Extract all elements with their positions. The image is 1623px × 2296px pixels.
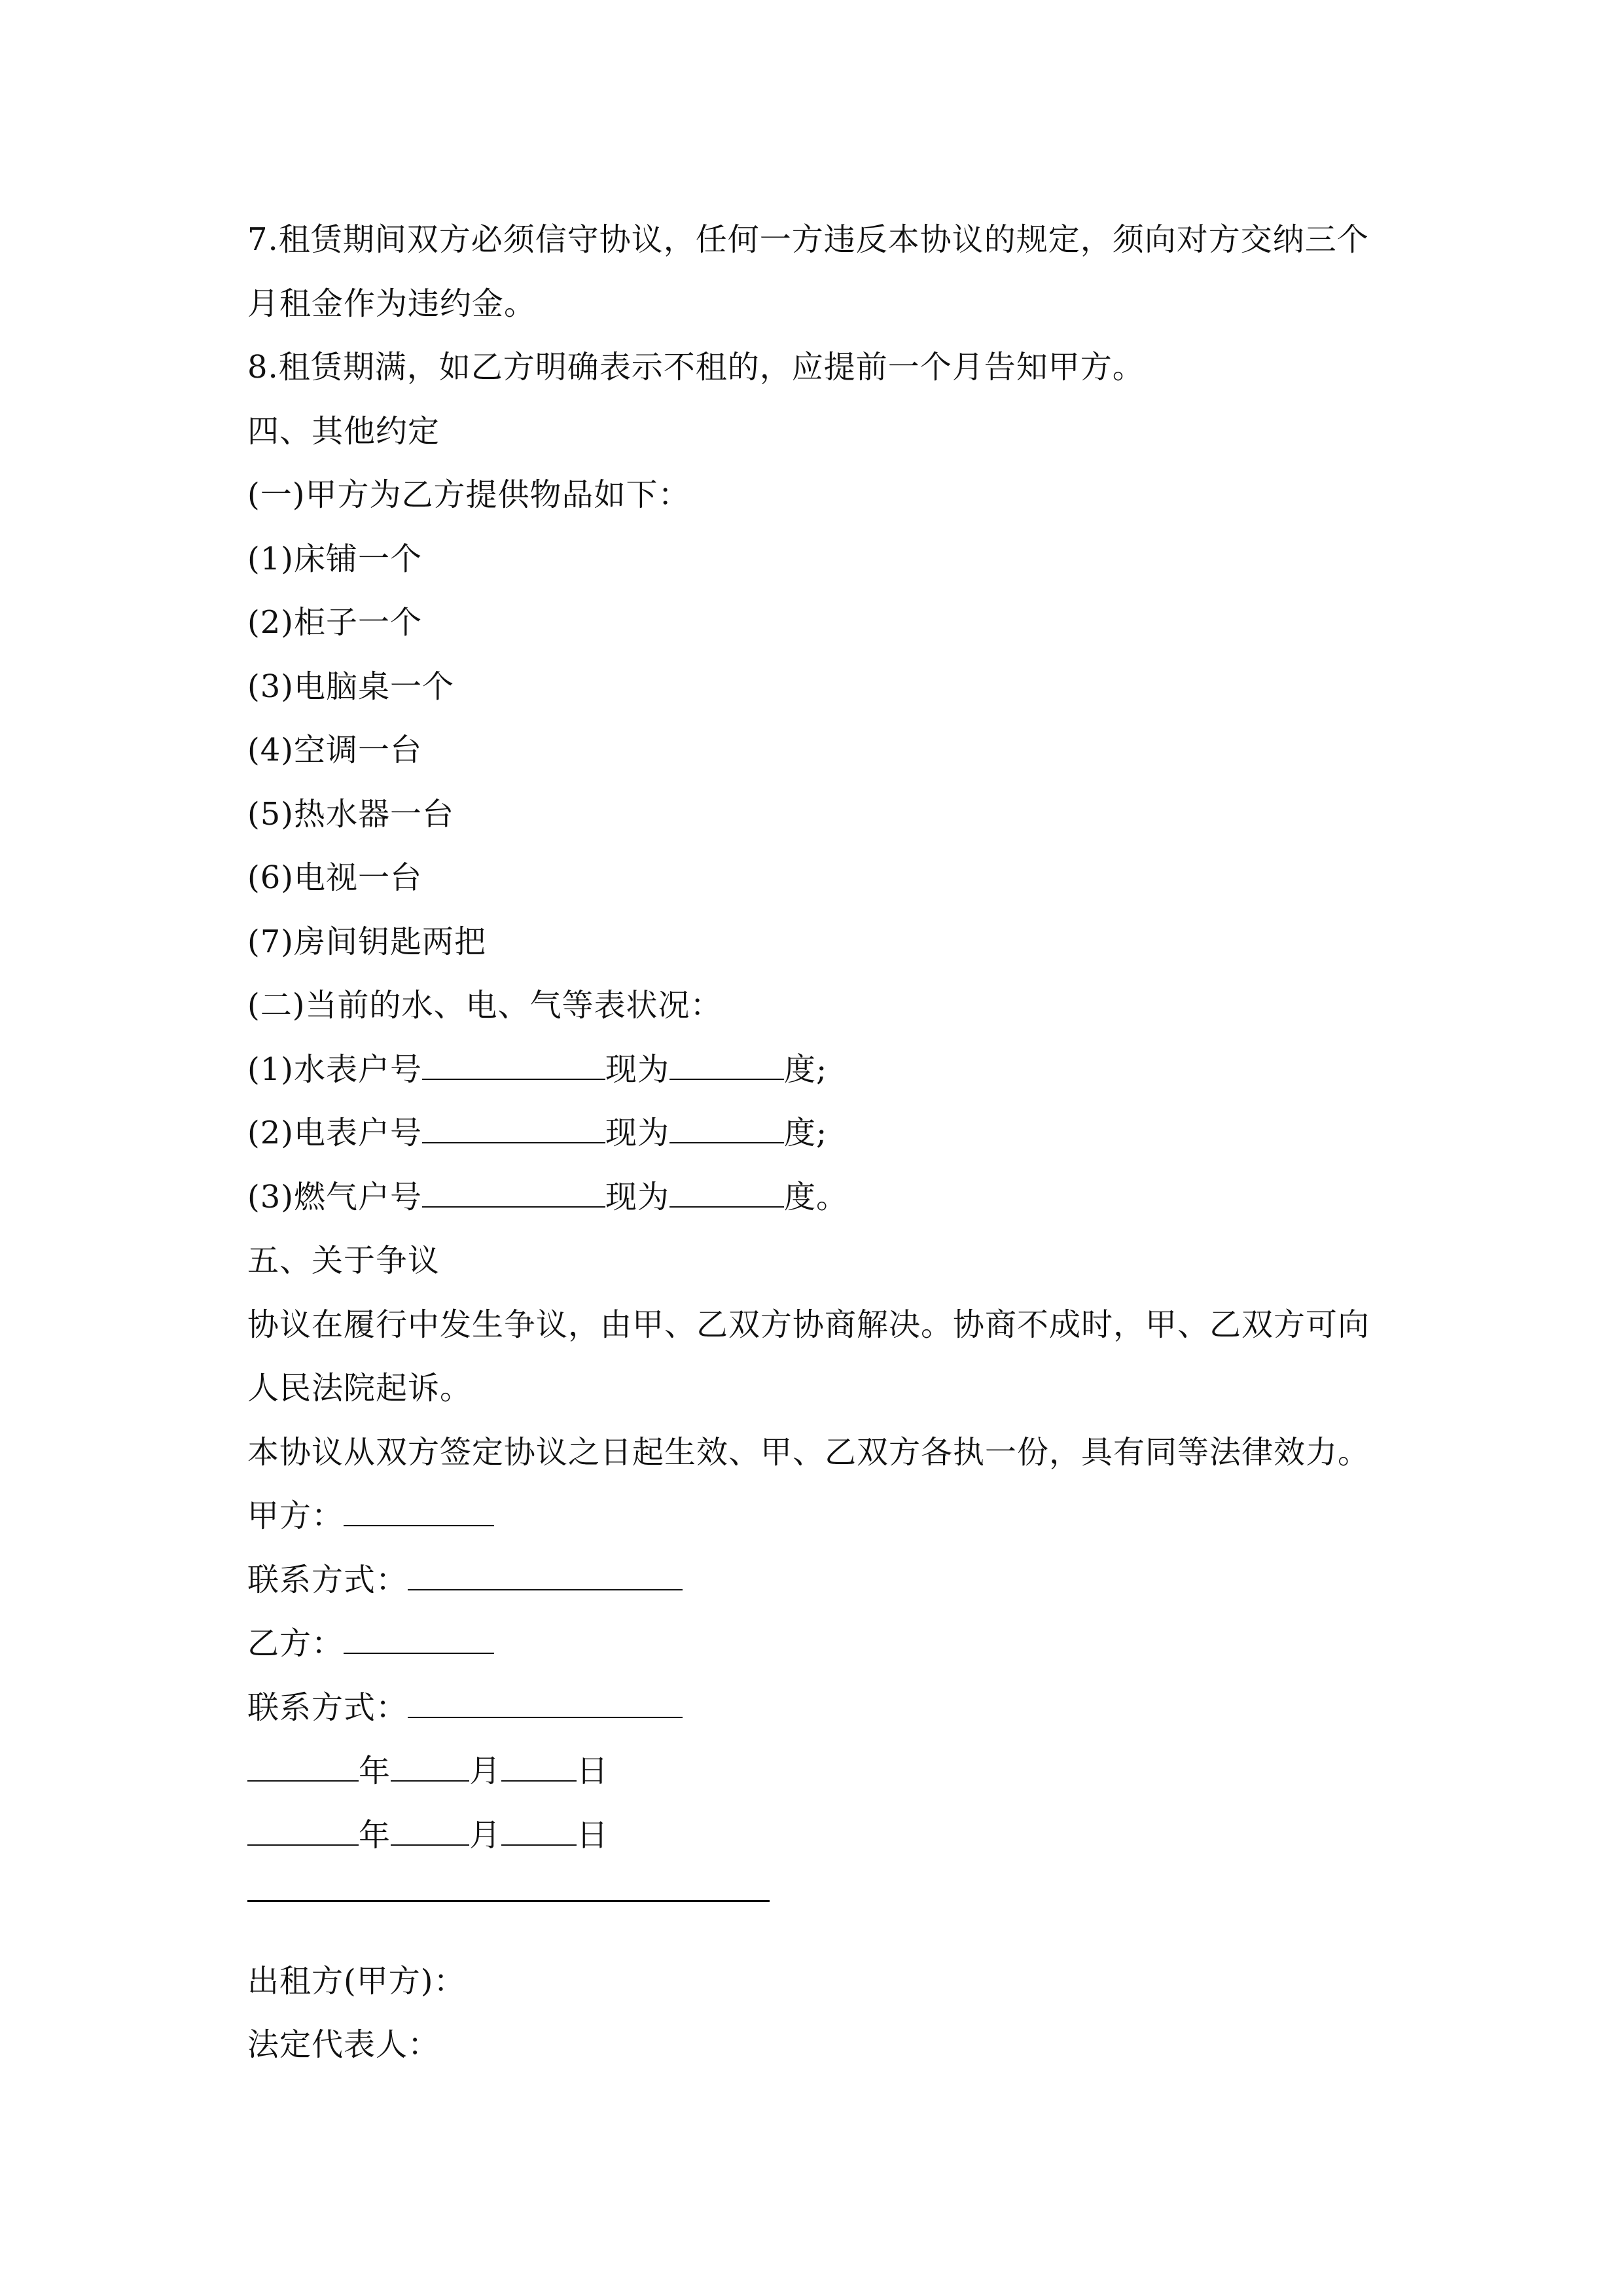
clause-8: 8.租赁期满，如乙方明确表示不租的，应提前一个月告知甲方。 xyxy=(247,349,1145,386)
meter-unit: 度。 xyxy=(784,1178,849,1215)
clause-7-line-2: 月租金作为违约金。 xyxy=(247,285,537,322)
contact-a-row xyxy=(247,1549,1399,1613)
meter-label: (1)水表户号 xyxy=(247,1050,422,1088)
date-row xyxy=(247,1740,1399,1804)
contact-b-row xyxy=(247,1676,1399,1740)
party-a-label: 甲方： xyxy=(247,1498,344,1534)
list-item: (6)电视一台 xyxy=(247,859,422,896)
legal-rep-label: 法定代表人： xyxy=(247,2026,440,2063)
spacer xyxy=(247,1931,1399,1950)
day-blank[interactable] xyxy=(501,1750,577,1782)
year-label: 年 xyxy=(359,1753,391,1789)
section-4-sub-2: (二)当前的水、电、气等表状况： xyxy=(247,987,722,1024)
meter-reading-blank[interactable] xyxy=(669,1176,784,1208)
meter-mid-label: 现为 xyxy=(605,1115,670,1151)
party-a-row xyxy=(247,1484,1399,1549)
effect-clause: 本协议从双方签定协议之日起生效、甲、乙双方各执一份，具有同等法律效力。 xyxy=(247,1433,1370,1471)
lessor-label: 出租方(甲方)： xyxy=(247,1962,466,2000)
meter-label: (2)电表户号 xyxy=(247,1115,422,1151)
meter-number-blank[interactable] xyxy=(422,1176,605,1208)
meter-unit: 度; xyxy=(784,1050,828,1088)
meter-label: (3)燃气户号 xyxy=(247,1178,422,1215)
list-item: (1)床铺一个 xyxy=(247,540,422,577)
meter-number-blank[interactable] xyxy=(422,1049,605,1080)
month-label: 月 xyxy=(469,1753,502,1789)
separator-rule xyxy=(247,1900,770,1902)
year-blank[interactable] xyxy=(247,1814,359,1846)
meter-reading-blank[interactable] xyxy=(669,1112,784,1143)
section-4-heading: 四、其他约定 xyxy=(247,412,440,450)
list-item: (5)热水器一台 xyxy=(247,795,454,833)
party-a-blank[interactable] xyxy=(344,1495,494,1526)
list-item: (2)柜子一个 xyxy=(247,604,422,641)
meter-mid-label: 现为 xyxy=(605,1178,670,1215)
month-blank[interactable] xyxy=(391,1814,469,1846)
list-item: (3)电脑桌一个 xyxy=(247,668,454,705)
month-label: 月 xyxy=(469,1816,502,1854)
day-label: 日 xyxy=(577,1753,609,1789)
separator-row xyxy=(247,1867,1399,1931)
contact-b-label: 联系方式： xyxy=(247,1689,408,1726)
party-b-label: 乙方： xyxy=(247,1625,344,1662)
meter-mid-label: 现为 xyxy=(605,1050,670,1088)
meter-reading-blank[interactable] xyxy=(669,1049,784,1080)
dispute-paragraph-line-2: 人民法院起诉。 xyxy=(247,1370,473,1407)
party-b-blank[interactable] xyxy=(344,1623,494,1654)
contact-b-blank[interactable] xyxy=(408,1687,683,1718)
date-row xyxy=(247,1804,1399,1868)
section-4-sub-1: (一)甲方为乙方提供物品如下： xyxy=(247,476,690,513)
dispute-paragraph-line-1: 协议在履行中发生争议，由甲、乙双方协商解决。协商不成时，甲、乙双方可向 xyxy=(247,1306,1370,1343)
meter-row-gas xyxy=(247,1166,1399,1230)
year-label: 年 xyxy=(359,1816,391,1854)
clause-7-line-1: 7.租赁期间双方必须信守协议，任何一方违反本协议的规定，须向对方交纳三个 xyxy=(247,221,1369,258)
list-item: (7)房间钥匙两把 xyxy=(247,923,486,960)
meter-row-water xyxy=(247,1038,1399,1102)
section-5-heading: 五、关于争议 xyxy=(247,1242,440,1279)
contact-a-label: 联系方式： xyxy=(247,1561,408,1598)
contact-a-blank[interactable] xyxy=(408,1559,683,1590)
year-blank[interactable] xyxy=(247,1750,359,1782)
party-b-row xyxy=(247,1612,1399,1676)
meter-unit: 度; xyxy=(784,1115,828,1151)
document-page xyxy=(247,208,1399,2077)
day-blank[interactable] xyxy=(501,1814,577,1846)
meter-row-electric xyxy=(247,1102,1399,1166)
meter-number-blank[interactable] xyxy=(422,1112,605,1143)
list-item: (4)空调一台 xyxy=(247,732,422,768)
month-blank[interactable] xyxy=(391,1750,469,1782)
day-label: 日 xyxy=(577,1816,609,1854)
